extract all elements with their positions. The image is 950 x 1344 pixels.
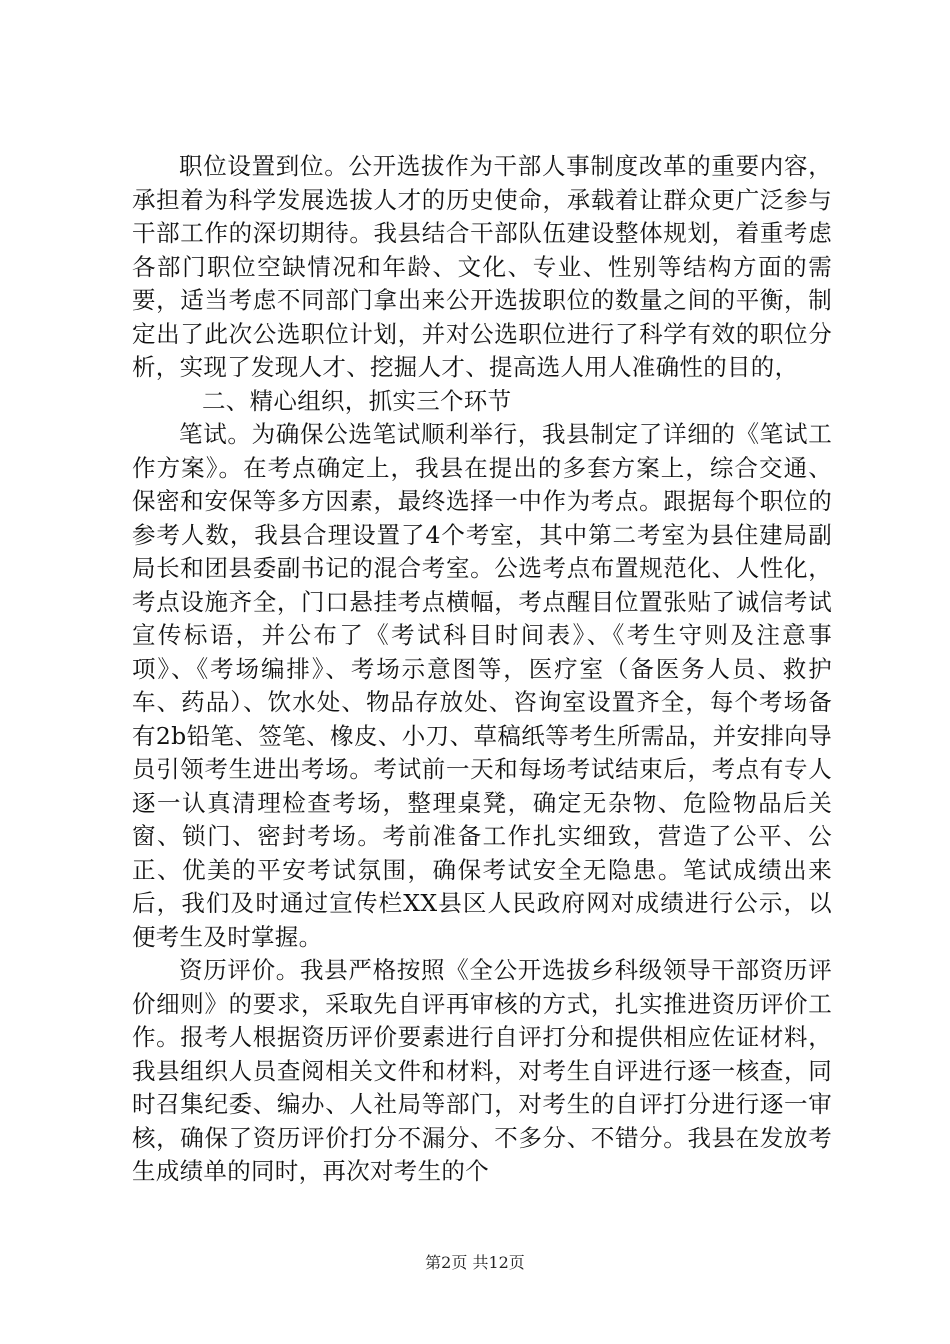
paragraph-qualification-review: 资历评价。我县严格按照《全公开选拔乡科级领导干部资历评价细则》的要求，采取先自评再审核的方式，扎实推进资历评价工作。报考人根据资历评价要素进行自评打分和提供相应佐证材料，我县组织人员查阅相关文件和材料，对考生自评进行逐一核查，同时召集纪委、编办、人社局等部门，对考生的自评打分进行逐一审核，确保了资历评价打分不漏分、不多分、不错分。我县在发放考生成绩单的同时，再次对考生的个 (132, 956, 832, 1185)
paragraph-position-setup: 职位设置到位。公开选拔作为干部人事制度改革的重要内容，承担着为科学发展选拔人才的历史使命，承载着让群众更广泛参与干部工作的深切期待。我县结合干部队伍建设整体规划，着重考虑各部门职位空缺情况和年龄、文化、专业、性别等结构方面的需要，适当考虑不同部门拿出来公开选拔职位的数量之间的平衡，制定出了此次公选职位计划，并对公选职位进行了科学有效的职位分析，实现了发现人才、挖掘人才、提高选人用人准确性的目的， (132, 152, 832, 381)
page-footer: 第2页 共12页 (425, 1253, 525, 1272)
document-body (132, 150, 832, 1189)
section-heading-organize: 二、精心组织，抓实三个环节 (202, 386, 512, 415)
paragraph-written-exam: 笔试。为确保公选笔试顺利举行，我县制定了详细的《笔试工作方案》。在考点确定上，我县在提出的多套方案上，综合交通、保密和安保等多方因素，最终选择一中作为考点。跟据每个职位的参考人数，我县合理设置了4个考室，其中第二考室为县住建局副局长和团县委副书记的混合考室。公选考点布置规范化、人性化，考点设施齐全，门口悬挂考点横幅，考点醒目位置张贴了诚信考试宣传标语，并公布了《考试科目时间表》、《考生守则及注意事项》、《考场编排》、考场示意图等，医疗室（备医务人员、救护车、药品）、饮水处、物品存放处、咨询室设置齐全，每个考场备有2b铅笔、签笔、橡皮、小刀、草稿纸等考生所需品，并安排向导员引领考生进出考场。考试前一天和每场考试结束后，考点有专人逐一认真清理检查考场，整理桌凳，确定无杂物、危险物品后关窗、锁门、密封考场。考前准备工作扎实细致，营造了公平、公正、优美的平安考试氛围，确保考试安全无隐患。笔试成绩出来后，我们及时通过宣传栏XX县区人民政府网对成绩进行公示，以便考生及时掌握。 (132, 420, 832, 951)
